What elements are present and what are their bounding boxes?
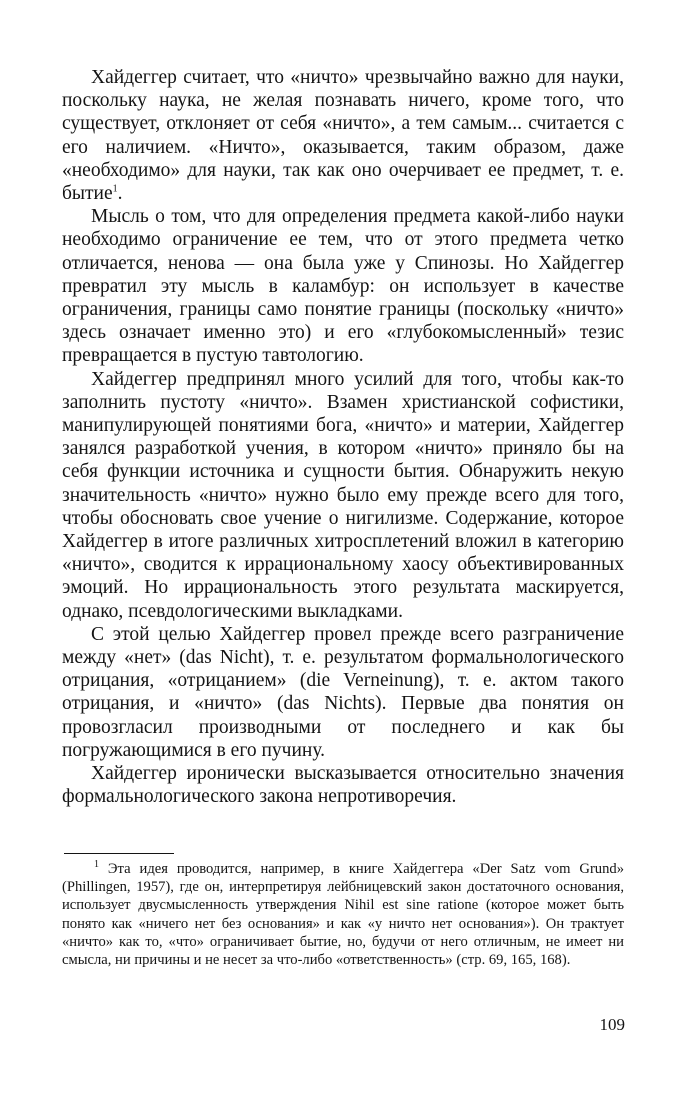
footnote-reference: 1 [112,183,118,195]
paragraph-1-end: . [117,183,123,205]
footnote [62,860,624,969]
footnote-divider [64,853,174,854]
page-number: 109 [599,1015,625,1034]
paragraph-4: С этой целью Хайдеггер провел прежде всего разграничение между «нет» (das Nicht), т. е. результатом формальнологического отрицания, «отрицанием» (die Verneinung), т. е. актом такого отрицания, и «ничто» (das Nichts). Первые два понятия он провозгласил производными от последнего и как бы погружающимися в его пучину. [62,623,624,761]
main-text [62,66,624,809]
paragraph-5: Хайдеггер иронически высказывается относительно значения формальнологического закона непротиворечия. [62,763,624,808]
paragraph-1 [62,66,624,205]
paragraph-1-text: Хайдеггер считает, что «ничто» чрезвычайно важно для науки, поскольку наука, не желая познавать ничего, кроме того, что существует, отклоняет от себя «ничто», а тем самым... считается с его наличием. «Ничто», оказывается, таким образом, даже «необходимо» для науки, так как оно очерчивает ее предмет, т. е. бытие [62,67,624,205]
paragraph-2: Мысль о том, что для определения предмета какой-либо науки необходимо ограничение ее тем, что от этого предмета четко отличается, ненова — она была уже у Спинозы. Но Хайдеггер превратил эту мысль в каламбур: он использует в качестве ограничения, границы само понятие границы (поскольку «ничто» здесь означает именно это) и его «глубокомысленный» тезис превращается в пустую тавтологию. [62,206,624,367]
paragraph-3: Хайдеггер предпринял много усилий для того, чтобы как-то заполнить пустоту «ничто». Взамен христианской софистики, манипулирующей понятиями бога, «ничто» и материи, Хайдеггер занялся разработкой учения, в котором «ничто» приняло бы на себя функции источника и сущности бытия. Обнаружить некую значительность «ничто» нужно было ему прежде всего для того, чтобы обосновать свое учение о нигилизме. Содержание, которое Хайдеггер в итоге различных хитросплетений вложил в категорию «ничто», сводится к иррациональному хаосу объективированных эмоций. Но иррациональность этого результата маскируется, однако, псевдологическими выкладками. [62,368,624,622]
footnote-number: 1 [94,859,99,871]
footnote-text: Эта идея проводится, например, в книге Хайдеггера «Der Satz vom Grund» (Phillingen, 1957), где он, интерпретируя лейбницевский закон достаточного основания, использует двусмысленность утверждения Nihil est sine ratione (которое может быть понято как «ничего нет без основания» и как «у ничто нет основания»). Он трактует «ничто» как то, «что» ограничивает бытие, но, будучи от него отличным, не имеет ни смысла, ни причины и не несет за что-либо «ответственность» (стр. 69, 165, 168). [62,861,624,969]
